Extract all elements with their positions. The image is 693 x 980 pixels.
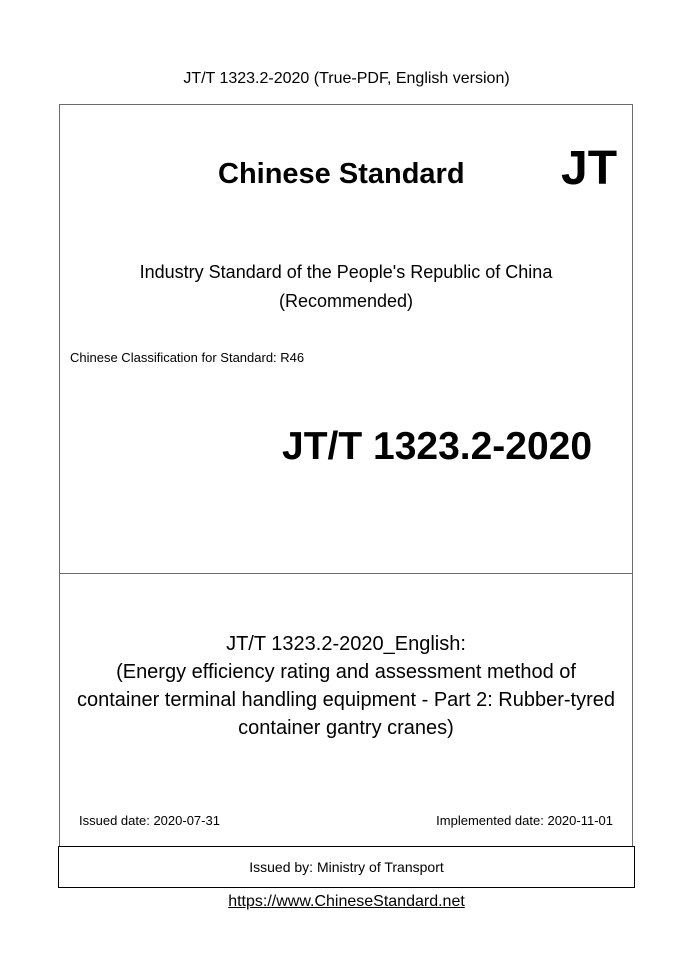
- classification-label: Chinese Classification for Standard: R46: [70, 350, 305, 365]
- industry-statement: [59, 258, 633, 316]
- description-line: (Energy efficiency rating and assessment method of: [116, 661, 576, 683]
- implemented-date: Implemented date: 2020-11-01: [436, 813, 613, 828]
- issuer-box: [58, 846, 635, 888]
- standard-title: Chinese Standard: [218, 158, 465, 190]
- industry-line: Industry Standard of the People's Republic of China: [139, 262, 553, 282]
- standard-code-mark: JT: [561, 142, 618, 195]
- description-line: container terminal handling equipment - Part 2: Rubber-tyred: [76, 689, 616, 711]
- issued-date: Issued date: 2020-07-31: [79, 813, 220, 828]
- issuer-label: Issued by: Ministry of Transport: [249, 859, 444, 875]
- description-line: container gantry cranes): [238, 717, 454, 739]
- website-link[interactable]: https://www.ChineseStandard.net: [228, 893, 465, 910]
- recommended-line: (Recommended): [278, 291, 414, 311]
- standard-number: JT/T 1323.2-2020: [282, 425, 593, 468]
- document-header: JT/T 1323.2-2020 (True-PDF, English version): [183, 70, 510, 87]
- description-line: JT/T 1323.2-2020_English:: [226, 633, 466, 655]
- standard-description: [59, 630, 633, 742]
